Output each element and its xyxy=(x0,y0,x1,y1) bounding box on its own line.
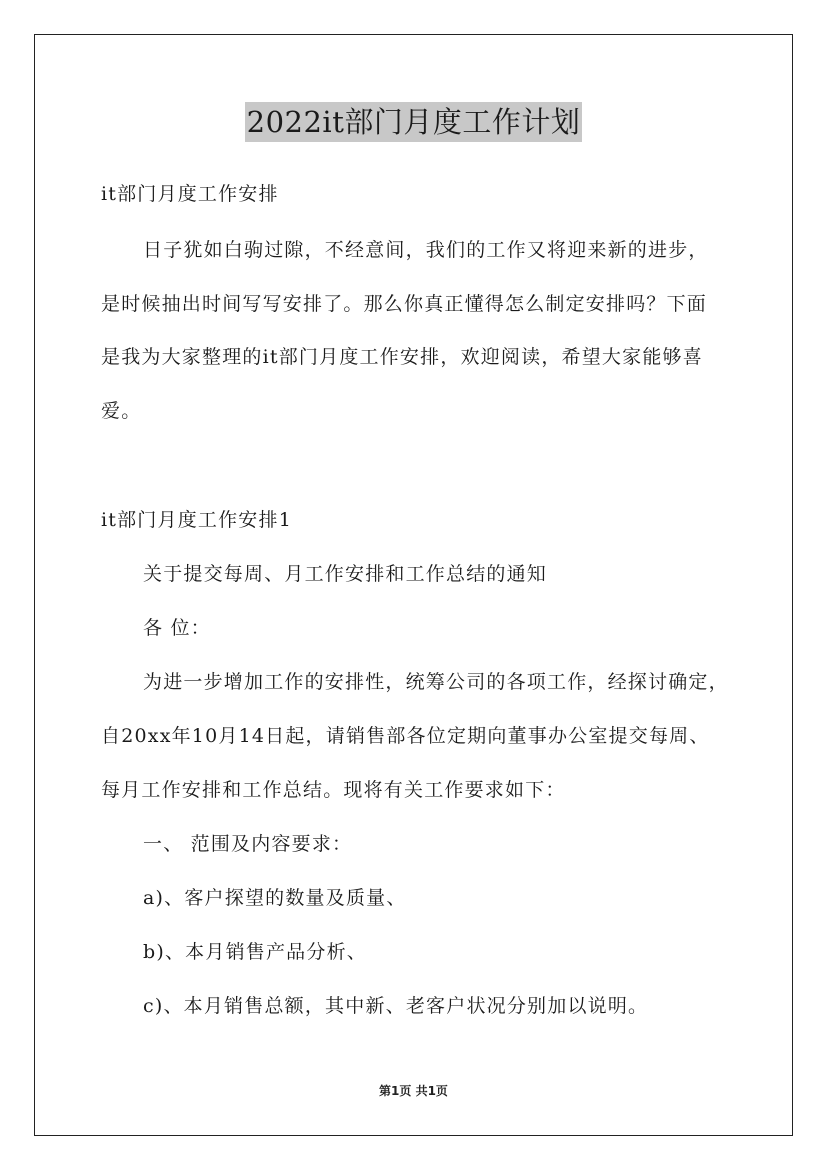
section-heading: it部门月度工作安排 xyxy=(101,183,279,205)
paragraph-line: 是我为大家整理的it部门月度工作安排，欢迎阅读，希望大家能够喜 xyxy=(101,346,703,368)
page-footer: 第1页 共1页 xyxy=(379,1084,448,1098)
paragraph-line: 是时候抽出时间写写安排了。那么你真正懂得怎么制定安排吗？下面 xyxy=(101,293,708,315)
paragraph-line: 为进一步增加工作的安排性，统筹公司的各项工作，经探讨确定， xyxy=(143,671,729,693)
paragraph-line: 爱。 xyxy=(101,400,142,422)
title-container xyxy=(0,102,827,142)
paragraph-line: 自20xx年10月14日起，请销售部各位定期向董事办公室提交每周、 xyxy=(101,725,710,747)
paragraph-line: 每月工作安排和工作总结。现将有关工作要求如下： xyxy=(101,779,566,801)
list-item: a)、客户探望的数量及质量、 xyxy=(143,887,407,909)
document-title: 2022it部门月度工作计划 xyxy=(245,102,583,142)
paragraph-line: 日子犹如白驹过隙，不经意间，我们的工作又将迎来新的进步， xyxy=(143,239,709,261)
salutation: 各 位： xyxy=(143,617,211,639)
section-heading: it部门月度工作安排1 xyxy=(101,509,293,531)
list-heading: 一、 范围及内容要求： xyxy=(143,833,353,855)
list-item: b)、本月销售产品分析、 xyxy=(143,941,367,963)
notice-title: 关于提交每周、月工作安排和工作总结的通知 xyxy=(143,563,548,585)
list-item: c)、本月销售总额，其中新、老客户状况分别加以说明。 xyxy=(143,995,649,1017)
